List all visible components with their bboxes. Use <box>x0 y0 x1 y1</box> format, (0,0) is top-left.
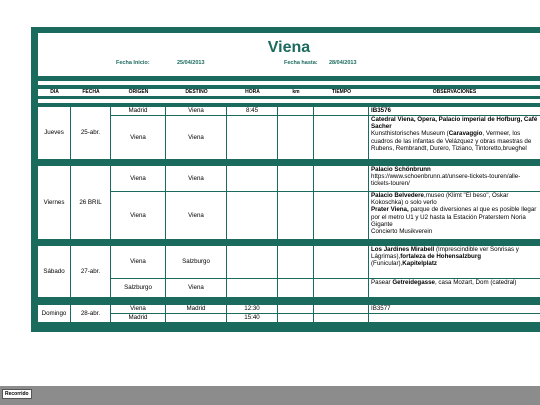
origen-cell[interactable]: Viena <box>111 116 166 160</box>
origen-cell[interactable]: Salzburgo <box>111 279 166 298</box>
hora-cell[interactable] <box>227 279 278 298</box>
fecha-hasta-label: Fecha hasta: <box>284 60 318 66</box>
spacer-row <box>38 99 540 103</box>
fecha-inicio-value[interactable]: 25/04/2013 <box>177 60 205 66</box>
fecha-inicio-label: Fecha Inicio: <box>116 60 150 66</box>
origen-cell[interactable]: Viena <box>111 246 166 279</box>
tiempo-cell[interactable] <box>314 166 369 192</box>
dia-cell[interactable]: Domingo <box>38 305 71 323</box>
obs-text: , Vermeer, los cuadros de las infantas de Velázquez y obras maestras de Rubens, Rembrandt, Durero, Tiziano, Tintoretto,brueghel <box>371 130 532 152</box>
tiempo-cell[interactable] <box>314 305 369 314</box>
km-cell[interactable] <box>278 314 314 323</box>
col-km[interactable]: km <box>292 89 300 95</box>
obs-bold: Caravaggio <box>448 130 483 138</box>
km-cell[interactable] <box>278 246 314 279</box>
km-cell[interactable] <box>278 279 314 298</box>
km-cell[interactable] <box>278 166 314 192</box>
obs-bold: Getreidegasse <box>392 279 435 286</box>
col-origen[interactable]: ORIGEN <box>128 89 149 95</box>
sheet-header <box>38 33 540 76</box>
day-block-sabado <box>38 246 540 298</box>
fecha-cell[interactable]: 26 BRIL <box>71 166 111 240</box>
hora-cell[interactable] <box>227 246 278 279</box>
sheet-tab-recorrido[interactable]: Recorrido <box>2 389 32 399</box>
tiempo-cell[interactable] <box>314 107 369 116</box>
fecha-cell[interactable]: 28-abr. <box>71 305 111 323</box>
hora-cell[interactable] <box>227 116 278 160</box>
obs-link[interactable]: https://www.schoenbrunn.at/unsere-tickets-touren/alle-tickets-touren/ <box>371 173 521 188</box>
obs-text: (Imprescindible ver Sonrisas y Lágrimas), <box>371 246 519 261</box>
observaciones-cell[interactable] <box>369 116 540 160</box>
destino-cell[interactable]: Madrid <box>166 305 227 314</box>
obs-text: Concierto Musikverein <box>371 228 433 236</box>
km-cell[interactable] <box>278 305 314 314</box>
tiempo-cell[interactable] <box>314 192 369 240</box>
observaciones-cell[interactable] <box>369 246 540 279</box>
obs-bold: Catedral Viena, Opera, Palacio imperial de Hofburg, Café Sacher <box>371 116 538 131</box>
obs-text: parque de diversiones al que es posible llegar por el metro U1 y U2 hasta la Estación Praterstern Noria Gigante <box>371 206 537 228</box>
hora-cell[interactable]: 12:30 <box>227 305 278 314</box>
observaciones-cell[interactable] <box>369 107 540 116</box>
col-observaciones[interactable]: OBSERVACIONES <box>432 89 477 95</box>
obs-text: (Funicular), <box>371 260 403 268</box>
origen-cell[interactable]: Viena <box>111 166 166 192</box>
col-tiempo[interactable]: TIEMPO <box>331 89 352 95</box>
obs-text: IB3576 <box>371 107 391 114</box>
fecha-cell[interactable]: 27-abr. <box>71 246 111 298</box>
origen-cell[interactable]: Viena <box>111 305 166 314</box>
col-hora[interactable]: HORA <box>245 89 260 95</box>
destino-cell[interactable]: Viena <box>166 116 227 160</box>
day-block-viernes <box>38 166 540 240</box>
page-title: Viena <box>267 39 311 56</box>
tiempo-cell[interactable] <box>314 246 369 279</box>
observaciones-cell[interactable] <box>369 314 540 323</box>
destino-cell[interactable]: Viena <box>166 166 227 192</box>
obs-text: Pasear <box>371 279 393 286</box>
km-cell[interactable] <box>278 116 314 160</box>
obs-text: ,museo (Klimt "El beso", Oskar Kokoschka) o solo verlo <box>371 192 509 207</box>
destino-cell[interactable] <box>166 314 227 323</box>
tiempo-cell[interactable] <box>314 116 369 160</box>
hora-cell[interactable] <box>227 192 278 240</box>
col-dia[interactable]: DIA <box>50 89 59 95</box>
destino-cell[interactable]: Salzburgo <box>166 246 227 279</box>
col-fecha[interactable]: FECHA <box>82 89 100 95</box>
obs-bold: Prater Viena, <box>371 206 409 214</box>
dia-cell[interactable]: Viernes <box>38 166 71 240</box>
spacer-row <box>38 81 540 85</box>
day-block-domingo <box>38 305 540 323</box>
destino-cell[interactable]: Viena <box>166 279 227 298</box>
obs-bold: Los Jardines Mirabell <box>371 246 435 253</box>
obs-bold: Palacio Schönbrunn <box>371 166 431 173</box>
sheet-tab-bar <box>0 386 540 405</box>
obs-bold: fortaleza de Hohensalzburg <box>400 253 482 261</box>
observaciones-cell[interactable] <box>369 192 540 240</box>
tiempo-cell[interactable] <box>314 314 369 323</box>
destino-cell[interactable]: Viena <box>166 107 227 116</box>
destino-cell[interactable]: Viena <box>166 192 227 240</box>
fecha-hasta-value[interactable]: 28/04/2013 <box>329 60 357 66</box>
observaciones-cell[interactable]: IB3577 <box>369 305 540 314</box>
dia-cell[interactable]: Sábado <box>38 246 71 298</box>
sheet-inner <box>38 33 540 326</box>
day-block-jueves <box>38 107 540 160</box>
observaciones-cell[interactable] <box>369 279 540 298</box>
obs-bold: Palacio Belvedere <box>371 192 424 199</box>
obs-text: , casa Mozart, Dom (catedral) <box>434 279 517 286</box>
column-header-row <box>38 89 540 96</box>
itinerary-sheet <box>31 27 540 332</box>
dia-cell[interactable]: Jueves <box>38 107 71 160</box>
col-destino[interactable]: DESTINO <box>185 89 208 95</box>
origen-cell[interactable]: Madrid <box>111 107 166 116</box>
hora-cell[interactable]: 8:45 <box>227 107 278 116</box>
hora-cell[interactable]: 15:40 <box>227 314 278 323</box>
origen-cell[interactable]: Viena <box>111 192 166 240</box>
origen-cell[interactable]: Madrid <box>111 314 166 323</box>
km-cell[interactable] <box>278 107 314 116</box>
hora-cell[interactable] <box>227 166 278 192</box>
obs-text: Kunsthistorisches Museum ( <box>371 130 449 138</box>
km-cell[interactable] <box>278 192 314 240</box>
obs-bold: Kapitelplatz <box>402 260 438 268</box>
fecha-cell[interactable]: 25-abr. <box>71 107 111 160</box>
tiempo-cell[interactable] <box>314 279 369 298</box>
observaciones-cell[interactable] <box>369 166 540 192</box>
